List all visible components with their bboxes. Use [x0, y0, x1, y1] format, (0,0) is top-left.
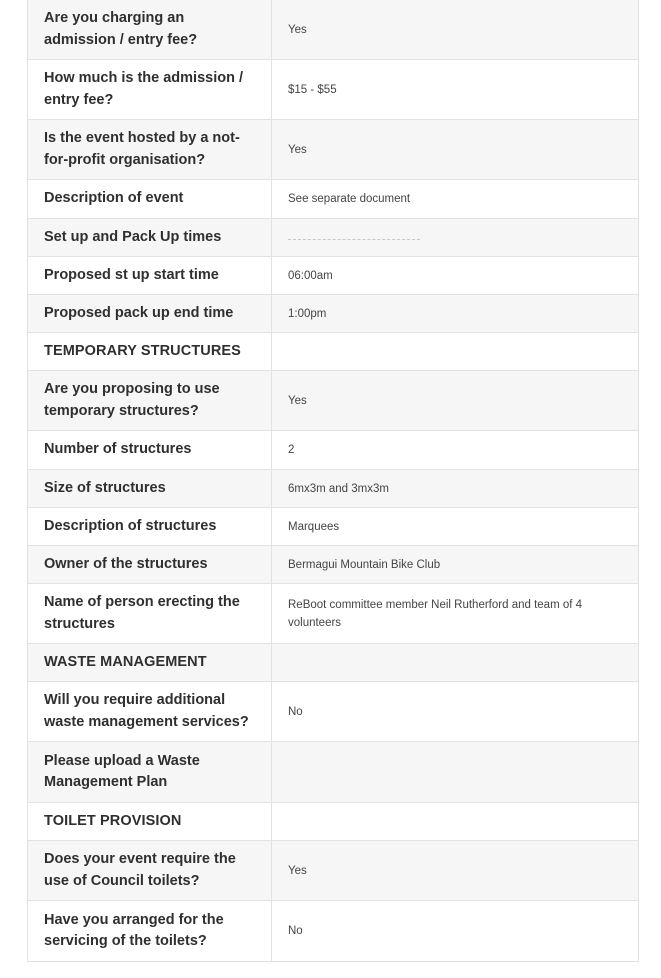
event-application-table — [27, 0, 639, 962]
field-value — [272, 742, 638, 802]
field-label: Please upload a Waste Management Plan — [28, 742, 272, 802]
table-row — [28, 431, 638, 470]
table-row — [28, 901, 638, 962]
field-label: Is the event hosted by a not-for-profit organisation? — [28, 120, 272, 179]
field-value: ReBoot committee member Neil Rutherford and team of 4 volunteers — [288, 598, 583, 629]
field-value: 1:00pm — [288, 307, 327, 320]
field-label: Have you arranged for the servicing of the toilets? — [28, 901, 272, 961]
section-title: WASTE MANAGEMENT — [28, 644, 272, 681]
field-value: No — [288, 925, 303, 937]
table-row — [28, 180, 638, 219]
field-label: Are you charging an admission / entry fee? — [28, 0, 272, 59]
field-label: Description of structures — [28, 508, 272, 545]
field-value: Yes — [288, 864, 307, 877]
field-value: 6mx3m and 3mx3m — [288, 482, 389, 495]
table-row — [28, 120, 638, 180]
field-label: Size of structures — [28, 470, 272, 507]
table-row — [28, 0, 638, 60]
field-value: Yes — [288, 23, 307, 36]
field-label: Name of person erecting the structures — [28, 584, 272, 643]
table-row — [28, 295, 638, 333]
field-value: See separate document — [288, 193, 411, 205]
table-row — [28, 546, 638, 584]
table-row — [28, 742, 638, 803]
table-row — [28, 841, 638, 901]
section-title: TOILET PROVISION — [28, 803, 272, 840]
table-row — [28, 219, 638, 257]
field-label: Will you require additional waste management services? — [28, 682, 272, 741]
field-value: Yes — [288, 143, 307, 156]
field-value: Bermagui Mountain Bike Club — [288, 558, 441, 571]
table-row — [28, 682, 638, 742]
field-value: $15 - $55 — [288, 83, 337, 96]
field-value: Yes — [288, 394, 307, 407]
field-value: 2 — [288, 444, 295, 456]
section-title: TEMPORARY STRUCTURES — [28, 333, 272, 370]
table-row — [28, 508, 638, 546]
table-row — [28, 60, 638, 120]
section-header-row — [28, 803, 638, 841]
field-label: Number of structures — [28, 431, 272, 469]
field-label: Description of event — [28, 180, 272, 218]
field-value — [272, 803, 638, 840]
empty-value-line — [288, 239, 420, 240]
field-label: Set up and Pack Up times — [28, 219, 272, 256]
field-label: Are you proposing to use temporary structures? — [28, 371, 272, 430]
field-value — [272, 219, 638, 256]
table-row — [28, 584, 638, 644]
field-label: Owner of the structures — [28, 546, 272, 583]
section-header-row — [28, 333, 638, 371]
field-value: 06:00am — [288, 269, 333, 282]
table-row — [28, 257, 638, 295]
field-label: Proposed st up start time — [28, 257, 272, 294]
field-label: Proposed pack up end time — [28, 295, 272, 332]
field-label: How much is the admission / entry fee? — [28, 60, 272, 119]
field-value: Marquees — [288, 520, 340, 533]
field-value — [272, 333, 638, 370]
table-row — [28, 371, 638, 431]
field-value — [272, 644, 638, 681]
field-label: Does your event require the use of Council toilets? — [28, 841, 272, 900]
table-row — [28, 470, 638, 508]
field-value: No — [288, 705, 303, 718]
section-header-row — [28, 644, 638, 682]
